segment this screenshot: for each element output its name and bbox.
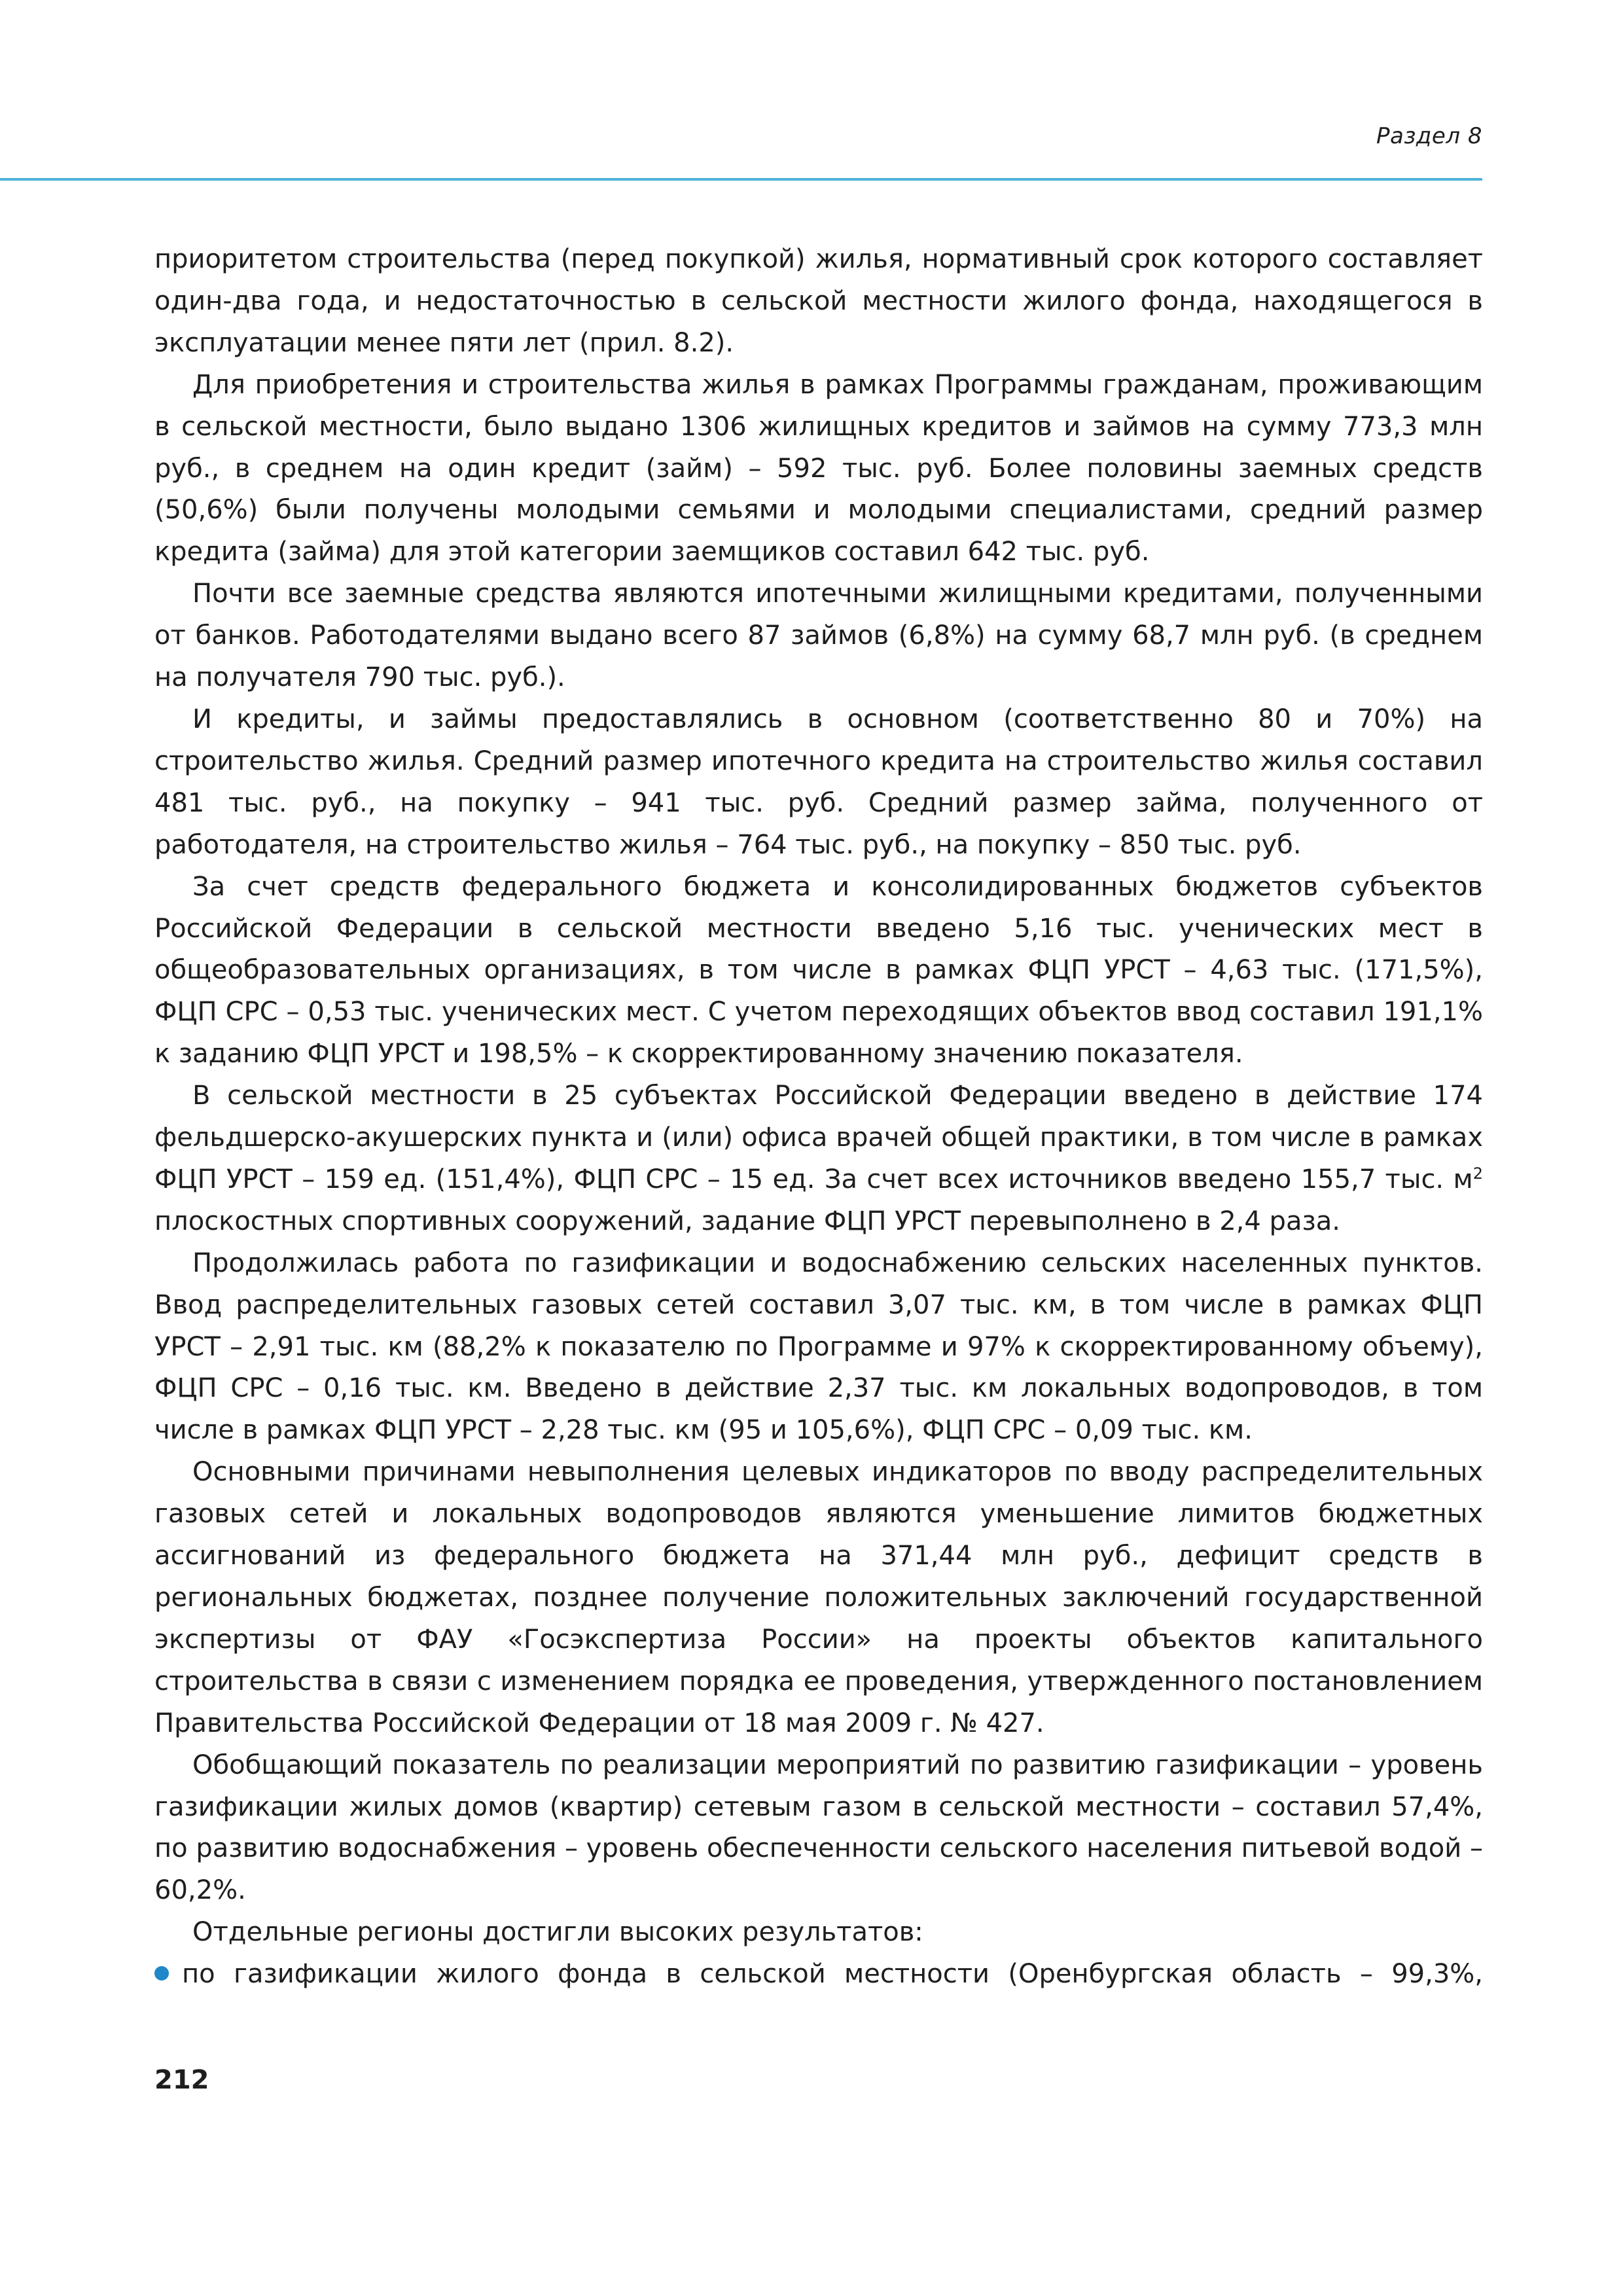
superscript-squared: 2 — [1472, 1164, 1483, 1183]
paragraph-8: Основными причинами невыполнения целевых индикаторов по вводу распределительных газовых сетей и локальных водопроводов являются уменьшение лимитов бюджетных ассигнований из федерального бюджета на 371,44 млн руб., дефицит средств в региональных бюджетах, позднее получение положительных заключений государственной экспертизы от ФАУ «Госэкспертиза России» на проекты объектов капитального строительства в связи с изменением порядка ее проведения, утвержденного постановлением Правительства Российской Федерации от 18 мая 2009 г. № 427. — [154, 1457, 1483, 1738]
bullet-dot-icon — [154, 1966, 169, 1981]
paragraph-10: Отдельные регионы достигли высоких результатов: — [192, 1917, 923, 1948]
paragraph-7: Продолжилась работа по газификации и водоснабжению сельских населенных пунктов. Ввод распределительных газовых сетей составил 3,07 тыс. км, в том числе в рамках ФЦП УРСТ – 2,91 тыс. км (88,2% к показателю по Программе и 97% к скорректированному объему), ФЦП СРС – 0,16 тыс. км. Введено в действие 2,37 тыс. км локальных водопроводов, в том числе в рамках ФЦП УРСТ – 2,28 тыс. км (95 и 105,6%), ФЦП СРС – 0,09 тыс. км. — [154, 1247, 1483, 1446]
paragraph-4: И кредиты, и займы предоставлялись в основном (соответственно 80 и 70%) на строительство жилья. Средний размер ипотечного кредита на строительство жилья составил 481 тыс. руб., на покупку – 941 тыс. руб. Средний размер займа, полученного от работодателя, на строительство жилья – 764 тыс. руб., на покупку – 850 тыс. руб. — [154, 704, 1483, 860]
bullet-item-text: по газификации жилого фонда в сельской местности (Оренбургская область – 99,3%, — [182, 1959, 1483, 1990]
paragraph-3: Почти все заемные средства являются ипотечными жилищными кредитами, полученными от банков. Работодателями выдано всего 87 займов (6,8%) на сумму 68,7 млн руб. (в среднем на получателя 790 тыс. руб.). — [154, 579, 1483, 693]
section-header: Раздел 8 — [1376, 123, 1482, 149]
paragraph-1: приоритетом строительства (перед покупкой) жилья, нормативный срок которого составляет один-два года, и недостаточностью в сельской местности жилого фонда, находящегося в эксплуатации менее пяти лет (прил. 8.2). — [154, 244, 1483, 358]
paragraph-9: Обобщающий показатель по реализации мероприятий по развитию газификации – уровень газификации жилых домов (квартир) сетевым газом в сельской местности – составил 57,4%, по развитию водоснабжения – уровень обеспеченности сельского населения питьевой водой – 60,2%. — [154, 1749, 1483, 1906]
paragraph-2: Для приобретения и строительства жилья в рамках Программы гражданам, проживающим в сельской местности, было выдано 1306 жилищных кредитов и займов на сумму 773,3 млн руб., в среднем на один кредит (займ) – 592 тыс. руб. Более половины заемных средств (50,6%) были получены молодыми семьями и молодыми специалистами, средний размер кредита (займа) для этой категории заемщиков составил 642 тыс. руб. — [154, 369, 1483, 567]
paragraph-6-text-start: В сельской местности в 25 субъектах Российской Федерации введено в действие 174 фельдшерско-акушерских пункта и (или) офиса врачей общей практики, в том числе в рамках ФЦП УРСТ – 159 ед. (151,4%), ФЦП СРС – 15 ед. За счет всех источников введено 155,7 тыс. м — [154, 1081, 1483, 1194]
page-number: 212 — [154, 2065, 209, 2095]
paragraph-5: За счет средств федерального бюджета и консолидированных бюджетов субъектов Российской Федерации в сельской местности введено 5,16 тыс. ученических мест в общеобразовательных организациях, в том числе в рамках ФЦП УРСТ – 4,63 тыс. (171,5%), ФЦП СРС – 0,53 тыс. ученических мест. С учетом переходящих объектов ввод составил 191,1% к заданию ФЦП УРСТ и 198,5% – к скорректированному значению показателя. — [154, 871, 1483, 1069]
bullet-item — [154, 1954, 1483, 1996]
paragraph-6 — [154, 1075, 1483, 1243]
body-text — [154, 239, 1483, 1996]
header-divider — [0, 178, 1482, 181]
paragraph-6-text-end: плоскостных спортивных сооружений, задание ФЦП УРСТ перевыполнено в 2,4 раза. — [154, 1206, 1340, 1236]
